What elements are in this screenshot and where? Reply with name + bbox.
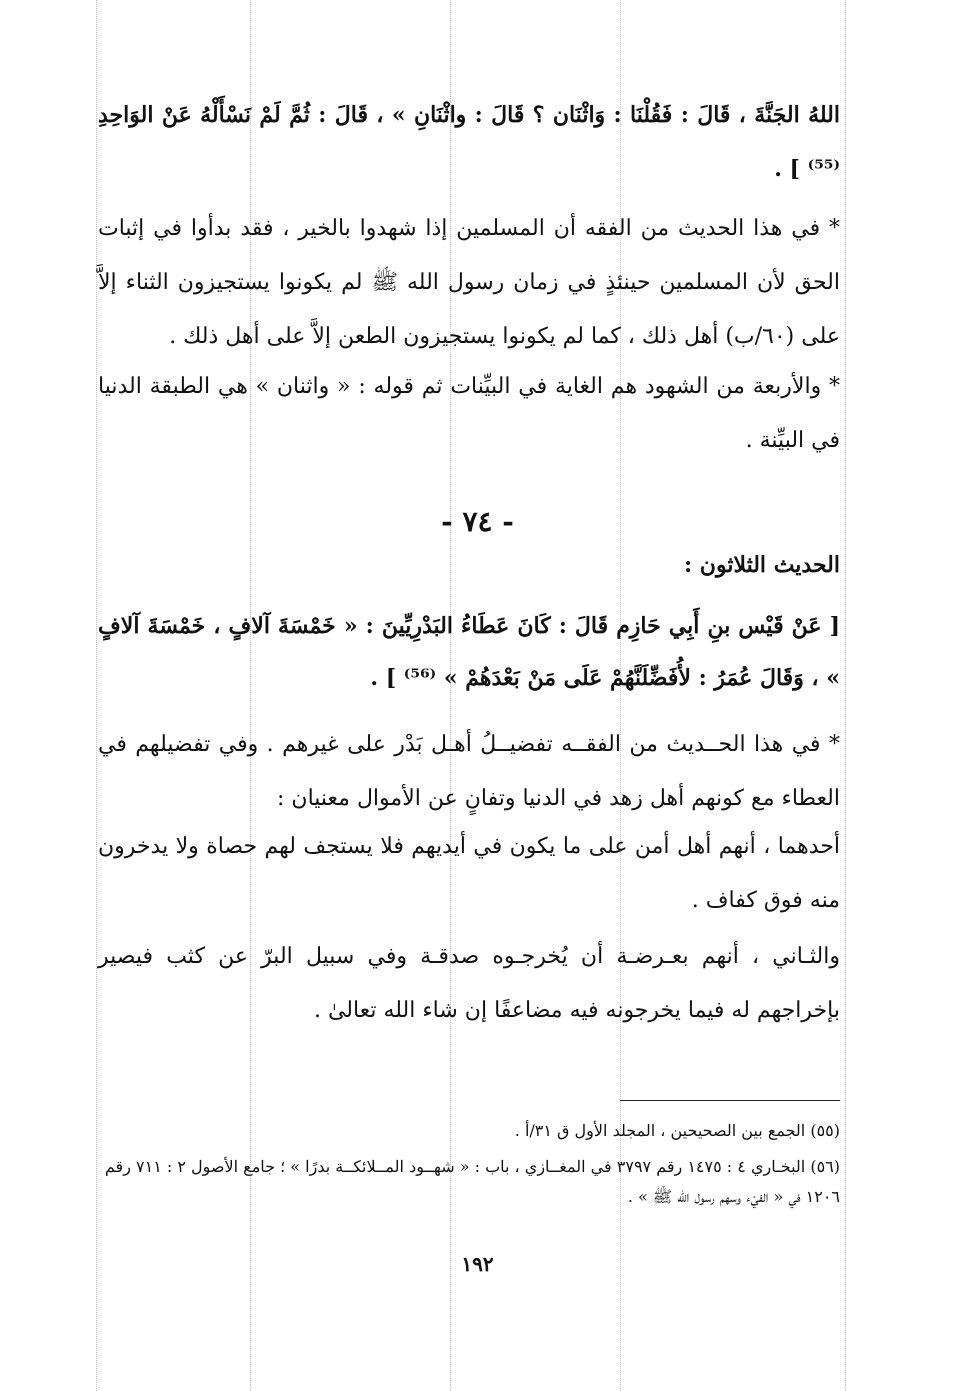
commentary-paragraph: والثـاني ، أنهم بعـرضـة أن يُخرجـوه صدقـة وفي سبيل البرّ عن كثب فيصير بإخراجهم له فيما يخرجونه فيه مضاعفًا إن شاء الله تعالىٰ . bbox=[98, 944, 840, 1023]
hadith-heading: الحديث الثلاثون : bbox=[684, 552, 840, 578]
commentary-paragraph: * في هذا الحديث من الفقه أن المسلمين إذا شهدوا بالخير ، فقد بدأوا في إثبات الحق لأن المسلمين حينئذٍ في زمان رسول الله ﷺ لم يكونوا يستجيزون الثناء إلاَّ على (٦٠/ب) أهل ذلك ، كما لم يكونوا يستجيزون الطعن إلاَّ على أهل ذلك . bbox=[98, 216, 840, 349]
commentary-paragraph: * في هذا الحــديث من الفقــه تفضيــلُ أهـل بَدْر على غيرهم . وفي تفضيلهم في العطاء مع كونهم أهل زهد في الدنيا وتفانٍ عن الأموال معنيان : bbox=[98, 732, 840, 811]
commentary-paragraph: * والأربعة من الشهود هم الغاية في البيِّنات ثم قوله : « واثنان » هي الطبقة الدنيا في البيِّنة . bbox=[98, 374, 840, 453]
hadith-ending-quote: اللهُ الجَنَّةَ ، قَالَ : فَقُلْنَا : وَاثْنَان ؟ قَالَ : واثْنَانِ » ، قَالَ : ثُمَّ لَمْ نَسْأَلْهُ عَنْ الوَاحِدِ ⁽⁵⁵⁾ ] . bbox=[98, 102, 840, 182]
footnote: (٥٥) الجمع بين الصحيحين ، المجلد الأول ق ٣١/أ . bbox=[514, 1121, 840, 1140]
hadith-number: - ٧٤ - bbox=[441, 505, 514, 538]
commentary-paragraph: أحدهما ، أنهم أهل أمن على ما يكون في أيديهم فلا يستجف لهم حصاة ولا يدخرون منه فوق كفاف . bbox=[98, 834, 840, 913]
footnote-separator bbox=[620, 1100, 840, 1101]
footnote: (٥٦) البخـاري ٤ : ١٤٧٥ رقم ٣٧٩٧ في المغــازي ، باب : « شهــود المــلائكــة بدرًا » ؛ جامع الأصول ٢ : ٧١١ رقم ١٢٠٦ في « الفيْء وسهم رسول الله ﷺ » . bbox=[104, 1157, 840, 1206]
scan-guide-line bbox=[845, 0, 846, 1391]
hadith-text: [ عَنْ قَيْس بنِ أَبِي حَازِم قَالَ : كَانَ عَطَاءُ البَدْرِيِّينَ : « خَمْسَةَ آلافٍ ، خَمْسَةَ آلافٍ » ، وَقَالَ عُمَرُ : لأُفَضِّلَنَّهُمْ عَلَى مَنْ بَعْدَهُمْ » ⁽⁵⁶⁾ ] . bbox=[98, 613, 840, 691]
scan-guide-line bbox=[96, 0, 97, 1391]
page-number: ١٩٢ bbox=[461, 1252, 494, 1276]
